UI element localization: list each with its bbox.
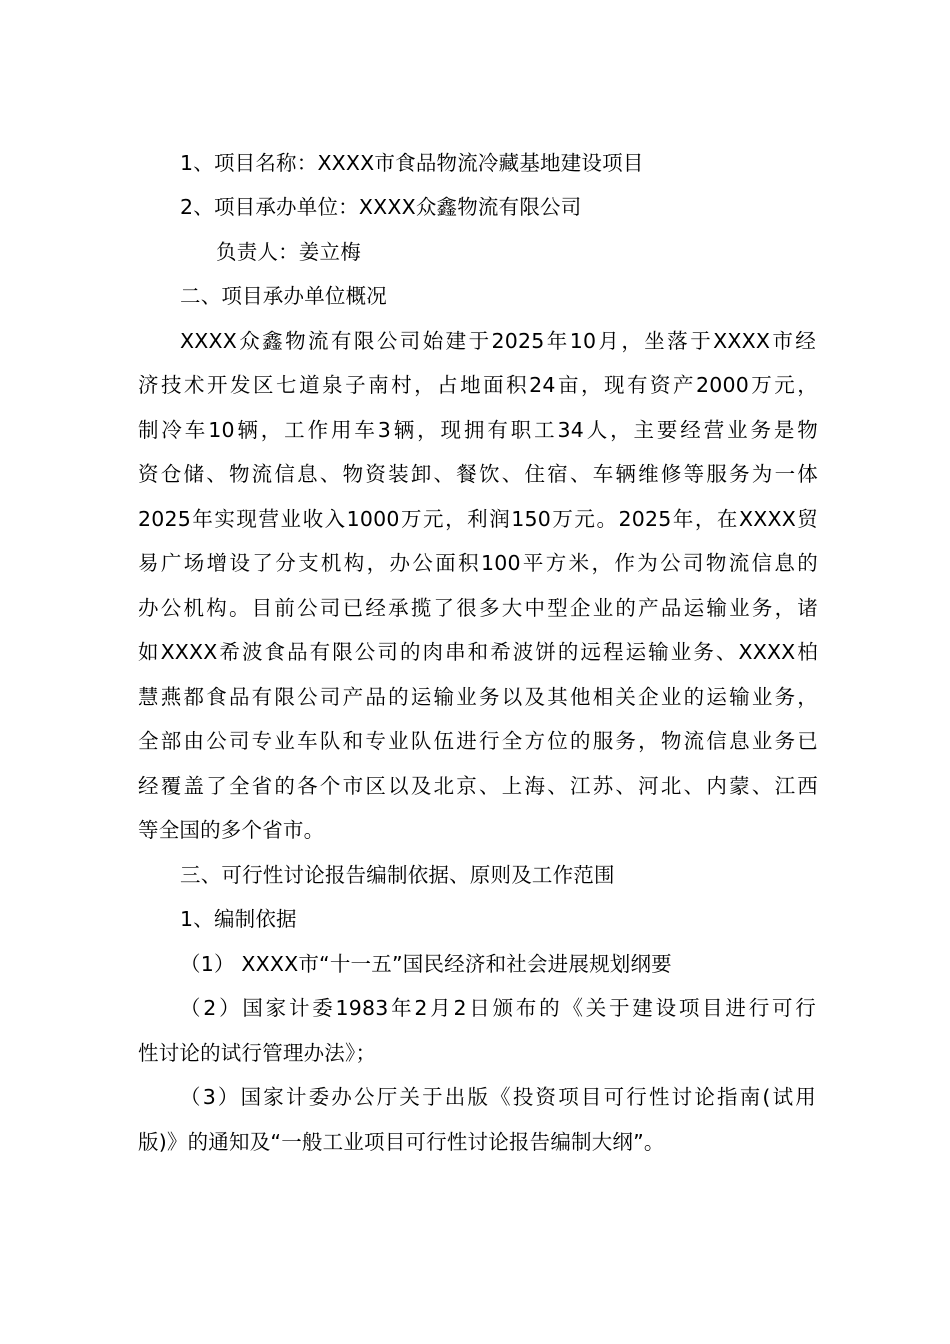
paragraph-line: 2025年实现营业收入1000万元，利润150万元。2025年，在XXXX贸 <box>138 507 818 531</box>
paragraph-line: XXXX众鑫物流有限公司始建于2025年10月，坐落于XXXX市经 <box>180 329 816 353</box>
basis-item-2-continued: 性讨论的试行管理办法》； <box>138 1041 377 1065</box>
basis-item-2: （2）国家计委1983年2月2日颁布的《关于建设项目进行可行 <box>180 996 816 1020</box>
basis-item-3-continued: 版)》的通知及“一般工业项目可行性讨论报告编制大纲”。 <box>138 1130 665 1154</box>
paragraph-line: 易广场增设了分支机构，办公面积100平方米，作为公司物流信息的 <box>138 551 818 575</box>
responsible-person-line: 负责人：姜立梅 <box>216 240 361 264</box>
section-heading-basis: 三、可行性讨论报告编制依据、原则及工作范围 <box>180 863 615 887</box>
paragraph-line: 济技术开发区七道泉子南村，占地面积24亩，现有资产2000万元， <box>138 373 818 397</box>
project-name-line: 1、项目名称：XXXX市食品物流冷藏基地建设项目 <box>180 151 644 175</box>
paragraph-line: 经覆盖了全省的各个市区以及北京、上海、江苏、河北、内蒙、江西 <box>138 774 818 798</box>
basis-item-1: （1） XXXX市“十一五”国民经济和社会进展规划纲要 <box>180 952 672 976</box>
paragraph-line: 办公机构。目前公司已经承揽了很多大中型企业的产品运输业务，诸 <box>138 596 818 620</box>
section-heading-company-overview: 二、项目承办单位概况 <box>180 284 387 308</box>
paragraph-line: 全部由公司专业车队和专业队伍进行全方位的服务，物流信息业务已 <box>138 729 818 753</box>
paragraph-line: 慧燕都食品有限公司产品的运输业务以及其他相关企业的运输业务， <box>138 685 818 709</box>
project-undertaker-line: 2、项目承办单位：XXXX众鑫物流有限公司 <box>180 195 582 219</box>
subheading-compilation-basis: 1、编制依据 <box>180 907 297 931</box>
paragraph-line: 等全国的多个省市。 <box>138 818 325 842</box>
paragraph-line: 制冷车10辆，工作用车3辆，现拥有职工34人，主要经营业务是物 <box>138 418 818 442</box>
paragraph-line: 如XXXX希波食品有限公司的肉串和希波饼的远程运输业务、XXXX柏 <box>138 640 818 664</box>
paragraph-line: 资仓储、物流信息、物资装卸、餐饮、住宿、车辆维修等服务为一体 <box>138 462 818 486</box>
basis-item-3: （3）国家计委办公厅关于出版《投资项目可行性讨论指南(试用 <box>180 1085 816 1109</box>
